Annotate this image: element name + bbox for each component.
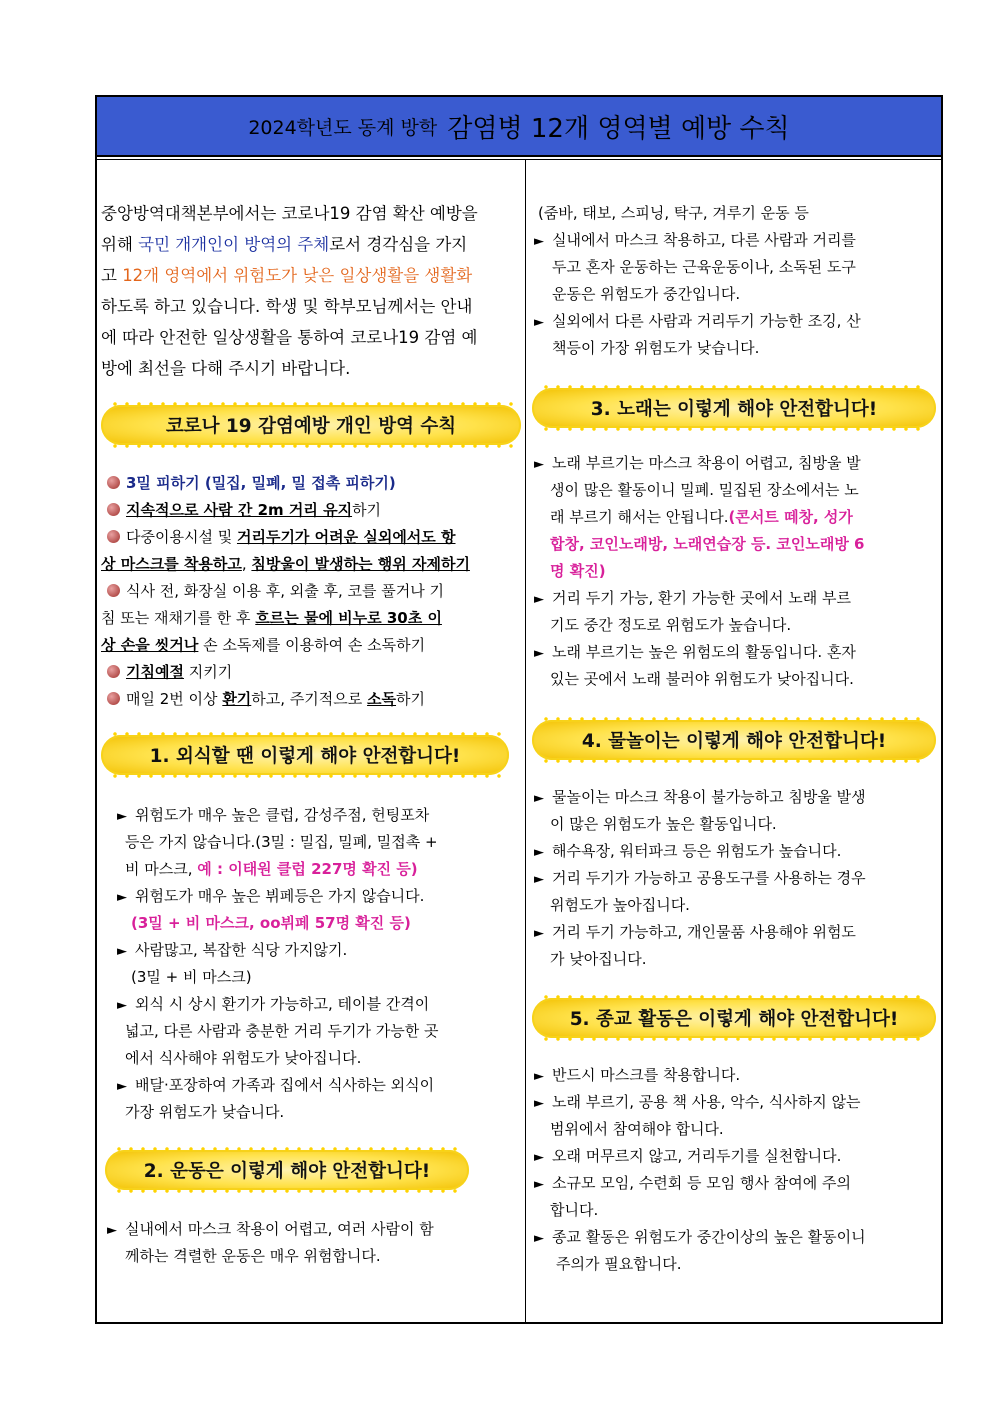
page-title: 감염병 12개 영역별 예방 수칙: [447, 113, 790, 144]
s2-item: ► 실내에서 마스크 착용하고, 다른 사람과 거리를: [534, 227, 856, 256]
triangle-bullet-icon: ►: [534, 791, 544, 806]
triangle-bullet-icon: ►: [117, 809, 127, 824]
s5-item: ► 종교 활동은 위험도가 중간이상의 높은 활동이니: [534, 1224, 866, 1253]
s1-item-cont: 에서 식사해야 위험도가 낮아집니다.: [125, 1049, 362, 1067]
triangle-bullet-icon: ►: [117, 998, 127, 1013]
s3-item-cont: 기도 중간 정도로 위험도가 높습니다.: [550, 616, 792, 634]
s4-item: ► 거리 두기가 가능하고 공용도구를 사용하는 경우: [534, 865, 866, 894]
s3-item-cont: 명 확진): [550, 562, 606, 580]
s5-item-cont: 범위에서 참여해야 합니다.: [550, 1120, 724, 1138]
personal-rule: 매일 2번 이상 환기하고, 주기적으로 소독하기: [107, 686, 425, 713]
intro-line: 에 따라 안전한 일상생활을 통하여 코로나19 감염 예: [101, 328, 478, 347]
s1-item-cont: 가장 위험도가 낮습니다.: [125, 1103, 285, 1121]
s5-item: ► 소규모 모임, 수련회 등 모임 행사 참여에 주의: [534, 1170, 851, 1199]
s1-item-cont: (3밀 + 비 마스크): [131, 968, 252, 986]
personal-heading: 코로나 19 감염예방 개인 방역 수칙: [101, 405, 521, 445]
personal-rule: 다중이용시설 및 거리두기가 어려운 실외에서도 항: [107, 524, 456, 551]
personal-rule-cont: 침 또는 재채기를 한 후 흐르는 물에 비누로 30초 이: [101, 609, 442, 627]
s3-item-cont: 합창, 코인노래방, 노래연습장 등. 코인노래방 6: [550, 535, 865, 553]
s1-item: ► 사람많고, 복잡한 식당 가지않기.: [117, 937, 347, 966]
triangle-bullet-icon: ►: [534, 1096, 544, 1111]
personal-rule: 3밀 피하기 (밀집, 밀폐, 밀 접촉 피하기): [107, 470, 396, 497]
s1-item-cont: 비 마스크, 예 : 이태원 클럽 227명 확진 등): [125, 860, 418, 878]
s3-item-cont: 래 부르기 해서는 안됩니다.(콘서트 떼창, 성가: [550, 508, 853, 526]
s3-item: ► 노래 부르기는 높은 위험도의 활동입니다. 혼자: [534, 639, 856, 668]
column-divider: [525, 160, 526, 1322]
triangle-bullet-icon: ►: [117, 1079, 127, 1094]
s5-item: ► 노래 부르기, 공용 책 사용, 악수, 식사하지 않는: [534, 1089, 861, 1118]
section-3-heading: 3. 노래는 이렇게 해야 안전합니다!: [532, 388, 936, 428]
s4-item: ► 거리 두기 가능하고, 개인물품 사용해야 위험도: [534, 919, 856, 948]
s2-item-cont: 두고 혼자 운동하는 근육운동이나, 소독된 도구: [552, 258, 856, 276]
triangle-bullet-icon: ►: [534, 234, 544, 249]
intro-line: 방에 최선을 다해 주시기 바랍니다.: [101, 359, 351, 378]
s4-item: ► 해수욕장, 워터파크 등은 위험도가 높습니다.: [534, 838, 841, 867]
s5-item: ► 오래 머무르지 않고, 거리두기를 실천합니다.: [534, 1143, 841, 1172]
bullet-dot-icon: [107, 584, 120, 597]
section-2-heading: 2. 운동은 이렇게 해야 안전합니다!: [105, 1150, 469, 1190]
s1-item: ► 위험도가 매우 높은 뷔페등은 가지 않습니다.: [117, 883, 424, 912]
section-4-heading: 4. 물놀이는 이렇게 해야 안전합니다!: [532, 720, 936, 760]
bullet-dot-icon: [107, 503, 120, 516]
bullet-dot-icon: [107, 476, 120, 489]
triangle-bullet-icon: ►: [107, 1223, 117, 1238]
s4-item: ► 물놀이는 마스크 착용이 불가능하고 침방울 발생: [534, 784, 866, 813]
section-1-heading: 1. 외식할 땐 이렇게 해야 안전합니다!: [101, 735, 509, 775]
personal-rule: 기침예절 지키기: [107, 659, 232, 686]
s3-item: ► 거리 두기 가능, 환기 가능한 곳에서 노래 부르: [534, 585, 851, 614]
s1-item-cont: (3밀 + 비 마스크, oo뷔페 57명 확진 등): [131, 914, 411, 932]
title-bar: [97, 97, 941, 157]
triangle-bullet-icon: ►: [117, 944, 127, 959]
s3-item-cont: 있는 곳에서 노래 불러야 위험도가 낮아집니다.: [550, 670, 854, 688]
s2-item-cont: 께하는 격렬한 운동은 매우 위험합니다.: [125, 1247, 381, 1265]
title-divider: [97, 159, 941, 160]
personal-rule-cont: 상 마스크를 착용하고, 침방울이 발생하는 행위 자제하기: [101, 555, 470, 573]
triangle-bullet-icon: ►: [534, 1069, 544, 1084]
title-prefix: 2024학년도 동계 방학: [248, 116, 438, 139]
intro-line: 고 12개 영역에서 위험도가 낮은 일상생활을 생활화: [101, 266, 473, 285]
personal-rule-cont: 상 손을 씻거나 손 소독제를 이용하여 손 소독하기: [101, 636, 426, 654]
triangle-bullet-icon: ►: [534, 457, 544, 472]
s2-item: ► 실외에서 다른 사람과 거리두기 가능한 조깅, 산: [534, 308, 861, 337]
triangle-bullet-icon: ►: [534, 926, 544, 941]
intro-line: 하도록 하고 있습니다. 학생 및 학부모님께서는 안내: [101, 297, 473, 316]
s1-item-cont: 등은 가지 않습니다.(3밀 : 밀집, 밀폐, 밀접촉 +: [125, 833, 438, 851]
s3-item-cont: 생이 많은 활동이니 밀폐. 밀집된 장소에서는 노: [550, 481, 859, 499]
personal-rule: 식사 전, 화장실 이용 후, 외출 후, 코를 풀거나 기: [107, 578, 444, 605]
triangle-bullet-icon: ►: [534, 646, 544, 661]
s2-item: ► 실내에서 마스크 착용이 어렵고, 여러 사람이 함: [107, 1216, 434, 1245]
s4-item-cont: 가 낮아집니다.: [550, 950, 647, 968]
s1-item-cont: 넓고, 다른 사람과 충분한 거리 두기가 가능한 곳: [125, 1022, 439, 1040]
section-5-heading: 5. 종교 활동은 이렇게 해야 안전합니다!: [532, 998, 936, 1038]
triangle-bullet-icon: ►: [534, 872, 544, 887]
s2-item-cont: (줌바, 태보, 스피닝, 탁구, 겨루기 운동 등: [538, 204, 809, 222]
triangle-bullet-icon: ►: [534, 315, 544, 330]
s5-item-cont: 주의가 필요합니다.: [556, 1255, 682, 1273]
bullet-dot-icon: [107, 530, 120, 543]
triangle-bullet-icon: ►: [534, 1231, 544, 1246]
triangle-bullet-icon: ►: [534, 1177, 544, 1192]
notice-frame: [95, 95, 943, 1324]
s5-item-cont: 합니다.: [550, 1201, 599, 1219]
s3-item: ► 노래 부르기는 마스크 착용이 어렵고, 침방울 발: [534, 450, 861, 479]
s1-item: ► 외식 시 상시 환기가 가능하고, 테이블 간격이: [117, 991, 429, 1020]
personal-rule: 지속적으로 사람 간 2m 거리 유지하기: [107, 497, 381, 524]
bullet-dot-icon: [107, 692, 120, 705]
s4-item-cont: 위험도가 높아집니다.: [550, 896, 690, 914]
bullet-dot-icon: [107, 665, 120, 678]
triangle-bullet-icon: ►: [117, 890, 127, 905]
intro-line: 위해 국민 개개인이 방역의 주체로서 경각심을 가지: [101, 235, 468, 254]
s1-item: ► 위험도가 매우 높은 클럽, 감성주점, 헌팅포차: [117, 802, 429, 831]
s4-item-cont: 이 많은 위험도가 높은 활동입니다.: [550, 815, 777, 833]
intro-line: 중앙방역대책본부에서는 코로나19 감염 확산 예방을: [101, 204, 478, 223]
s2-item-cont: 책등이 가장 위험도가 낮습니다.: [552, 339, 760, 357]
triangle-bullet-icon: ►: [534, 1150, 544, 1165]
triangle-bullet-icon: ►: [534, 845, 544, 860]
s5-item: ► 반드시 마스크를 착용합니다.: [534, 1062, 740, 1091]
triangle-bullet-icon: ►: [534, 592, 544, 607]
s1-item: ► 배달·포장하여 가족과 집에서 식사하는 외식이: [117, 1072, 434, 1101]
s2-item-cont: 운동은 위험도가 중간입니다.: [552, 285, 741, 303]
